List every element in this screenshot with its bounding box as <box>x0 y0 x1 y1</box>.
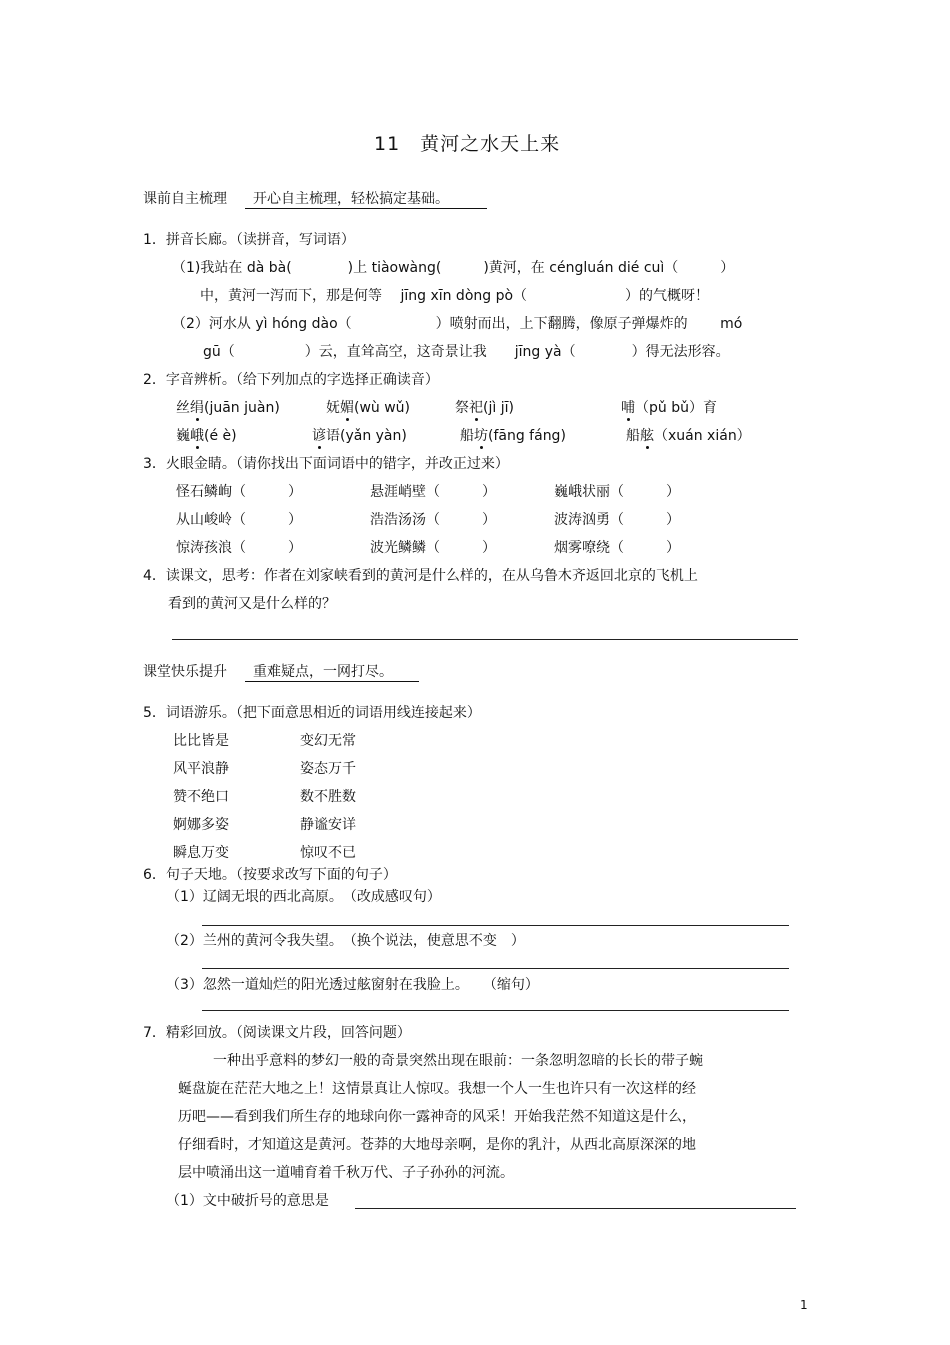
q5-right-word[interactable]: 姿态万千 <box>300 761 356 777</box>
q1-heading: 1．拼音长廊。（读拼音，写词语） <box>143 232 355 248</box>
q3-item: 惊涛孩浪（ ） <box>176 540 302 556</box>
dotted-char: 媚 <box>340 400 354 416</box>
dotted-char: 坊 <box>474 428 488 444</box>
q4-line-2: 看到的黄河又是什么样的？ <box>168 596 336 612</box>
section-slogan-text: 开心自主梳理，轻松搞定基础。 <box>253 191 449 207</box>
q4-answer-line[interactable] <box>172 639 798 640</box>
page-title: 11 黄河之水天上来 <box>374 133 561 155</box>
q3-item: 波涛汹勇（ ） <box>554 512 680 528</box>
q5-left-word[interactable]: 婀娜多姿 <box>173 817 229 833</box>
q5-left-word[interactable]: 瞬息万变 <box>173 845 229 861</box>
q6-sentence-3: （3）忽然一道灿烂的阳光透过舷窗射在我脸上。 （缩句） <box>166 977 539 993</box>
q7-passage-line: 蜒盘旋在茫茫大地之上！这情景真让人惊叹。我想一个人一生也许只有一次这样的经 <box>178 1081 696 1097</box>
q5-right-word[interactable]: 静谧安详 <box>300 817 356 833</box>
q2-item: 妩媚(wù wǔ) <box>326 400 411 416</box>
section-label-inclass: 课堂快乐提升 <box>143 664 227 680</box>
q2-item: 谚语(yǎn yàn) <box>312 428 407 444</box>
q3-item: 波光鳞鳞（ ） <box>370 540 496 556</box>
q5-left-word[interactable]: 风平浪静 <box>173 761 229 777</box>
q7-subquestion-1: （1）文中破折号的意思是 <box>166 1193 329 1209</box>
q3-item: 怪石鳞峋（ ） <box>176 484 302 500</box>
dotted-char: 祀 <box>469 400 483 416</box>
q3-item: 从山峻岭（ ） <box>176 512 302 528</box>
q1-line-3: （2）河水从 yì hóng dào（ ）喷射而出，上下翻腾，像原子弹爆炸的 mó <box>172 316 743 332</box>
q7-heading: 7．精彩回放。（阅读课文片段，回答问题） <box>143 1025 411 1041</box>
q2-heading: 2．字音辨析。（给下列加点的字选择正确读音） <box>143 372 439 388</box>
q3-heading: 3．火眼金睛。（请你找出下面词语中的错字，并改正过来） <box>143 456 509 472</box>
q5-right-word[interactable]: 变幻无常 <box>300 733 356 749</box>
q7-passage-line: 一种出乎意料的梦幻一般的奇景突然出现在眼前：一条忽明忽暗的长长的带子蜿 <box>213 1053 703 1069</box>
q5-right-word[interactable]: 惊叹不已 <box>300 845 356 861</box>
section-label-preclass: 课前自主梳理 <box>143 191 227 207</box>
q2-item: 船坊(fāng fáng) <box>460 428 566 444</box>
q3-item: 巍峨状丽（ ） <box>554 484 680 500</box>
dotted-char: 哺 <box>621 400 635 416</box>
section-slogan-inclass <box>245 663 419 682</box>
q7-passage-line: 仔细看时，才知道这是黄河。苍莽的大地母亲啊，是你的乳汁，从西北高原深深的地 <box>178 1137 696 1153</box>
q7-passage-line: 层中喷涌出这一道哺育着千秋万代、子子孙孙的河流。 <box>178 1165 514 1181</box>
q5-heading: 5．词语游乐。（把下面意思相近的词语用线连接起来） <box>143 705 481 721</box>
q3-item: 悬涯峭壁（ ） <box>370 484 496 500</box>
q6-sentence-1: （1）辽阔无垠的西北高原。 （改成感叹句） <box>166 889 441 905</box>
q3-item: 浩浩汤汤（ ） <box>370 512 496 528</box>
q1-line-4: gū（ ）云，直耸高空，这奇景让我 jīng yà（ ）得无法形容。 <box>203 344 730 360</box>
q2-item: 祭祀(jì jī) <box>455 400 514 416</box>
q7-answer-line-1[interactable] <box>355 1208 796 1209</box>
page-number: 1 <box>800 1298 808 1312</box>
section-slogan-preclass <box>245 190 487 209</box>
q2-item: 巍峨(é è) <box>176 428 237 444</box>
q2-item: 船舷（xuán xián） <box>626 428 751 444</box>
q5-right-word[interactable]: 数不胜数 <box>300 789 356 805</box>
dotted-char: 谚 <box>312 428 326 444</box>
q1-line-1: （1)我站在 dà bà( )上 tiàowàng( )黄河，在 céngluán dié cuì（ ） <box>172 260 735 276</box>
q6-answer-line-3[interactable] <box>202 1010 789 1011</box>
q2-item: 哺（pǔ bǔ）育 <box>621 400 717 416</box>
q6-answer-line-2[interactable] <box>202 968 789 969</box>
q7-passage-line: 历吧——看到我们所生存的地球向你一露神奇的风采！开始我茫然不知道这是什么， <box>178 1109 696 1125</box>
dotted-char: 绢 <box>190 400 204 416</box>
q5-left-word[interactable]: 比比皆是 <box>173 733 229 749</box>
dotted-char: 舷 <box>640 428 654 444</box>
q6-answer-line-1[interactable] <box>202 925 789 926</box>
q4-line-1: 4．读课文，思考：作者在刘家峡看到的黄河是什么样的，在从乌鲁木齐返回北京的飞机上 <box>143 568 698 584</box>
dotted-char: 峨 <box>190 428 204 444</box>
q5-left-word[interactable]: 赞不绝口 <box>173 789 229 805</box>
q3-item: 烟雾嘹绕（ ） <box>554 540 680 556</box>
q6-heading: 6．句子天地。（按要求改写下面的句子） <box>143 867 397 883</box>
q1-line-2: 中，黄河一泻而下，那是何等 jīng xīn dòng pò（ ）的气概呀！ <box>200 288 710 304</box>
section-slogan-text: 重难疑点，一网打尽。 <box>253 664 393 680</box>
q6-sentence-2: （2）兰州的黄河令我失望。 （换个说法，使意思不变 ） <box>166 933 525 949</box>
q2-item: 丝绢(juān juàn) <box>176 400 280 416</box>
